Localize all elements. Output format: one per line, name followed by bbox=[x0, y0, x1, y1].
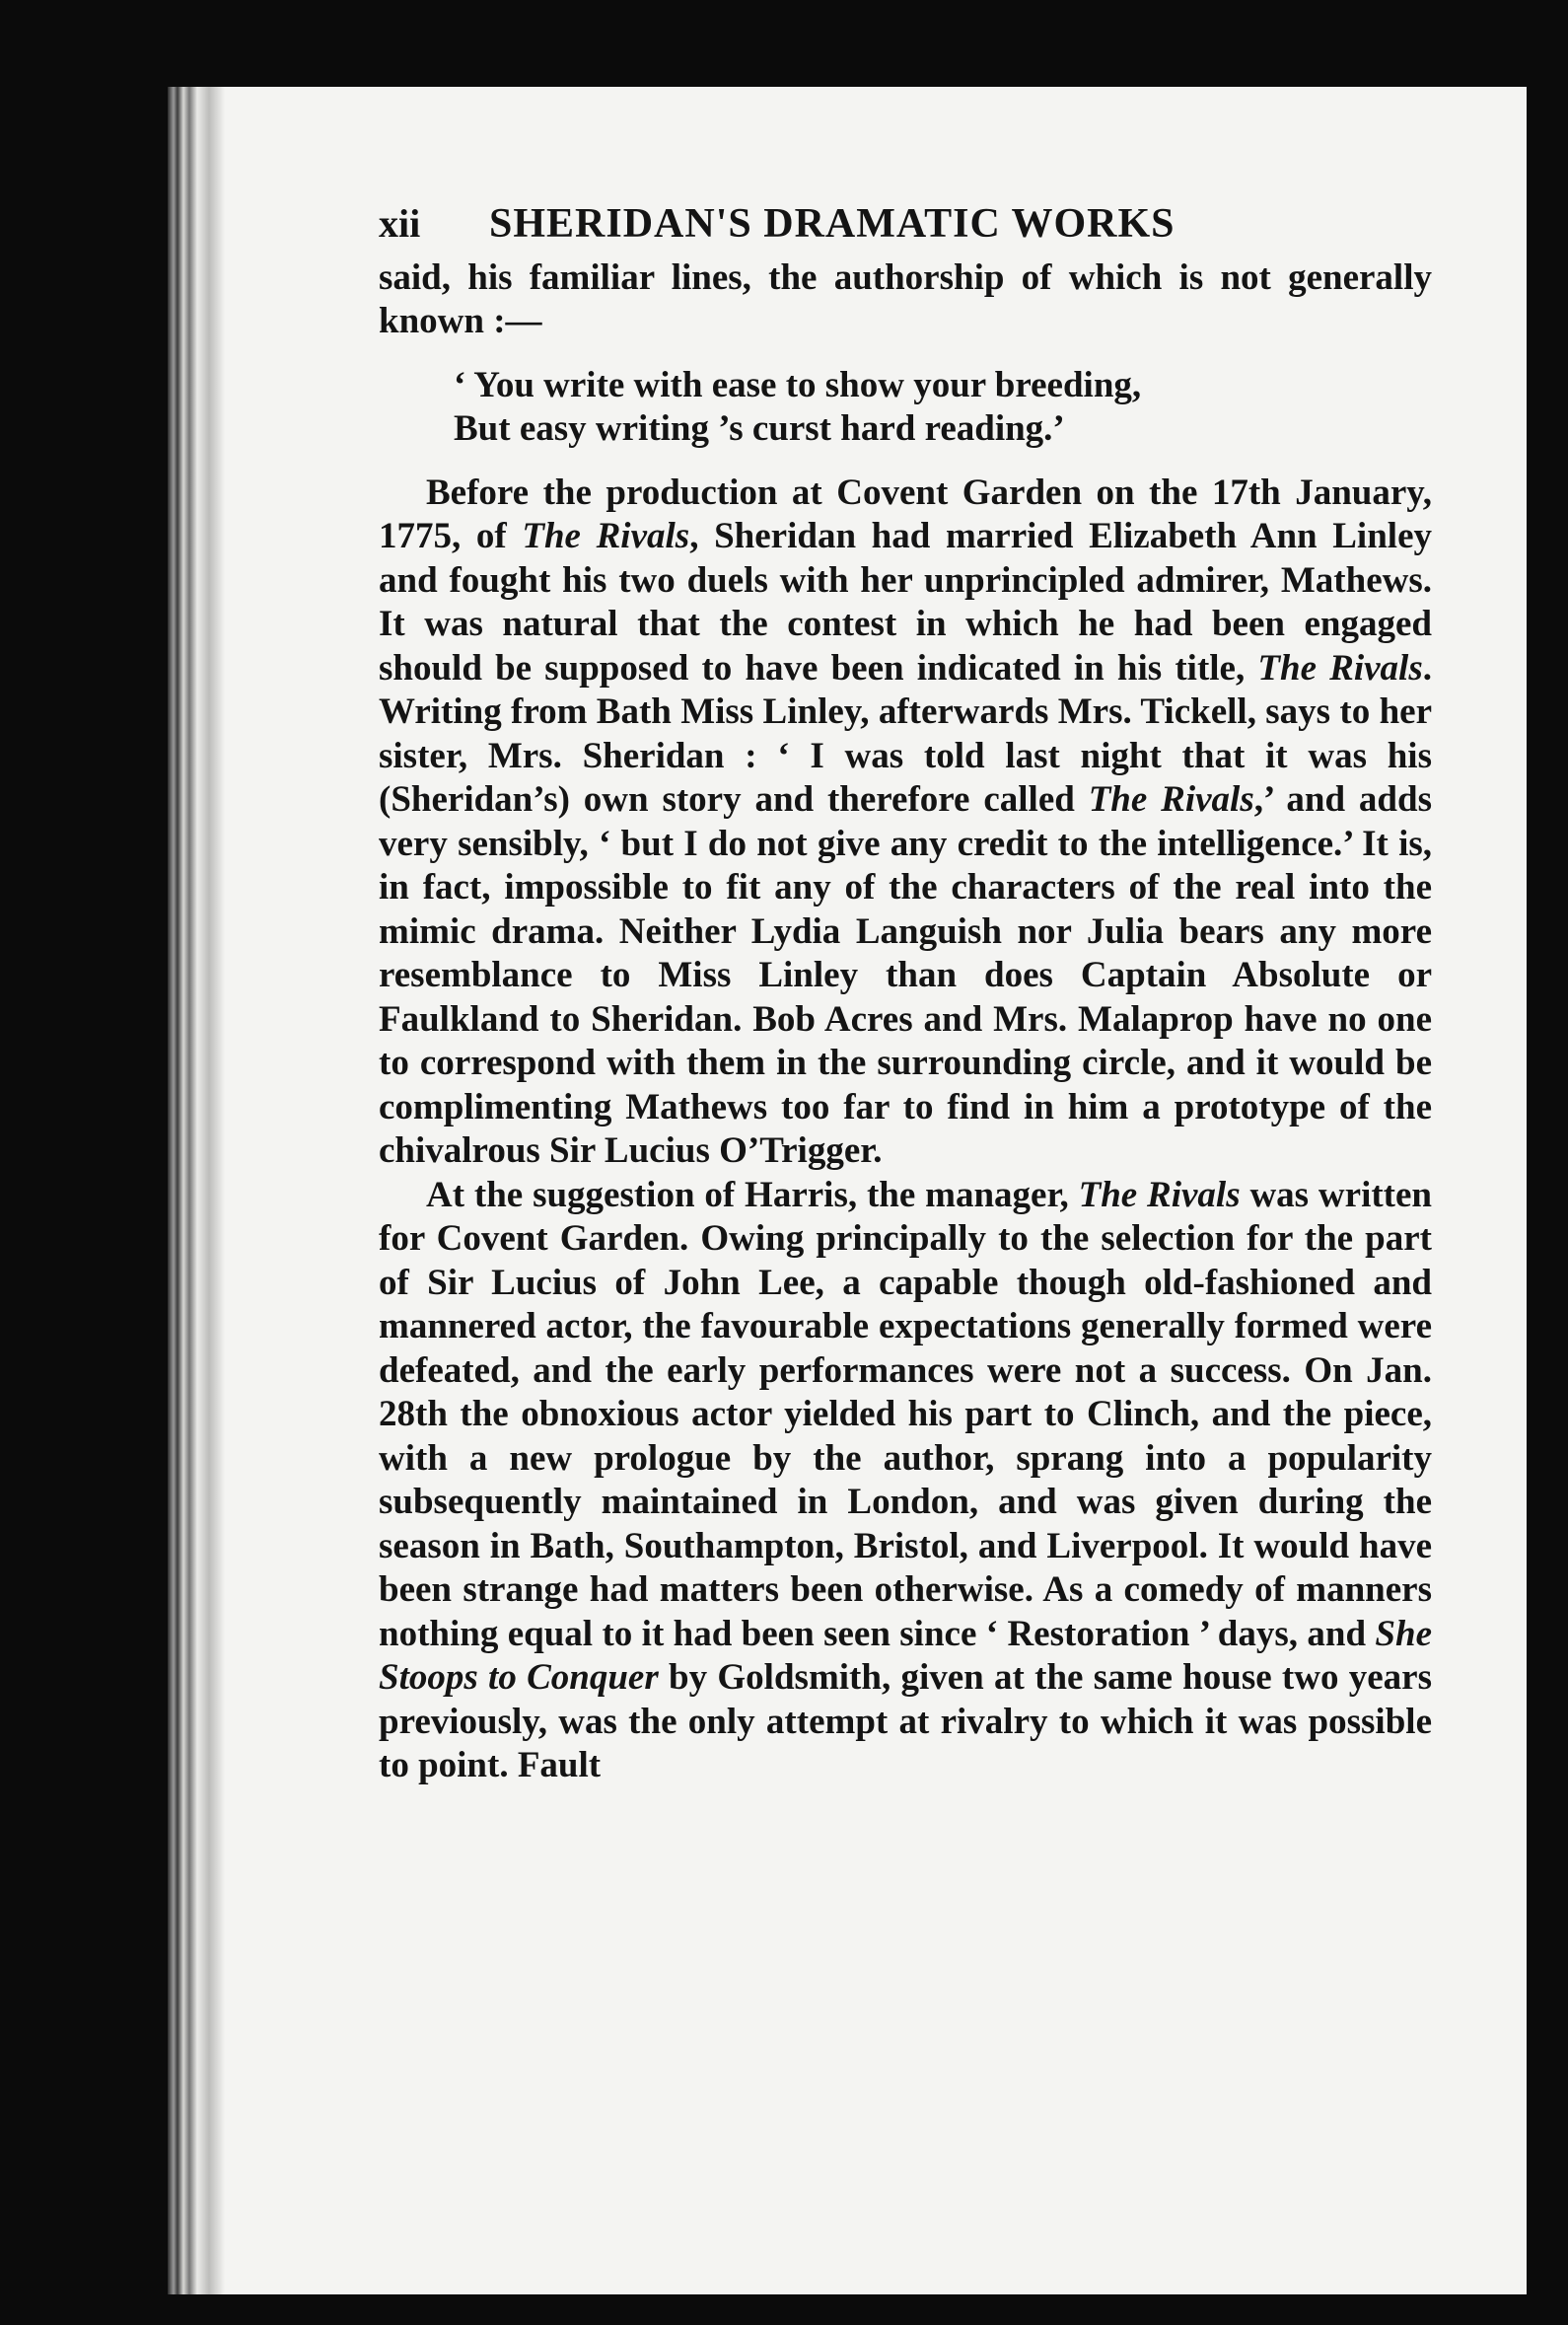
play-title: The Rivals bbox=[1257, 647, 1423, 689]
paragraph-continued: said, his familiar lines, the authorship of which is not generally known :— bbox=[379, 256, 1432, 341]
text-run: At the suggestion of Harris, the manager, bbox=[426, 1174, 1079, 1215]
page-text bbox=[379, 202, 1432, 1788]
play-title: The Rivals bbox=[1088, 779, 1254, 820]
page-gutter bbox=[168, 87, 225, 2294]
text-run: . Writing from Bath Miss Linley, afterwards Mrs. Tickell, says to her sister, Mrs. Sheridan : ‘ I was told last night that it was his (Sheridan’s) own story and therefore called bbox=[379, 647, 1432, 820]
play-title: The Rivals bbox=[522, 516, 690, 556]
text-run: was written for Covent Garden. Owing principally to the selection for the part of Sir Lucius of John Lee, a capable though old-fashioned and mannered actor, the favourable expectations generally formed were defeated, and the early performances were not a success. On Jan. 28th the obnoxious actor yielded his part to Clinch, and the piece, with a new prologue by the author, sprang into a popularity subsequently maintained in London, and was given during the season in Bath, Southampton, Bristol, and Liverpool. It would have been strange had matters been otherwise. As a comedy of manners nothing equal to it had been seen since ‘ Restoration ’ days, and bbox=[379, 1174, 1432, 1654]
verse-quotation bbox=[454, 364, 1432, 452]
page-number: xii bbox=[379, 201, 421, 246]
verse-line-1: ‘ You write with ease to show your breeding, bbox=[454, 364, 1142, 405]
play-title: The Rivals bbox=[1078, 1174, 1241, 1215]
verse-line-2: But easy writing ’s curst hard reading.’ bbox=[454, 408, 1065, 449]
page-header bbox=[379, 202, 1432, 247]
paragraph-the-rivals-origin bbox=[379, 472, 1432, 1174]
text-run: Before the production at Covent Garden on the 17th January, 1775, of bbox=[379, 472, 1432, 556]
running-title: SHERIDAN'S DRAMATIC WORKS bbox=[489, 201, 1176, 247]
paragraph-covent-garden bbox=[379, 1174, 1432, 1788]
text-run: , Sheridan had married Elizabeth Ann Linley and fought his two duels with her unprincipled admirer, Mathews. It was natural that the contest in which he had been engaged should be supposed to have been indicated in his title, bbox=[379, 516, 1432, 689]
play-title: She Stoops to Conquer bbox=[379, 1613, 1432, 1698]
text-run: ,’ and adds very sensibly, ‘ but I do not give any credit to the intelligence.’ It is, in fact, impossible to fit any of the characters of the real into the mimic drama. Neither Lydia Languish nor Julia bears any more resemblance to Miss Linley than does Captain Absolute or Faulkland to Sheridan. Bob Acres and Mrs. Malaprop have no one to correspond with them in the surrounding circle, and it would be complimenting Mathews too far to find in him a prototype of the chivalrous Sir Lucius O’Trigger. bbox=[379, 779, 1432, 1171]
text-run: by Goldsmith, given at the same house two years previously, was the only attempt at rivalry to which it was possible to point. Fault bbox=[379, 1657, 1432, 1785]
